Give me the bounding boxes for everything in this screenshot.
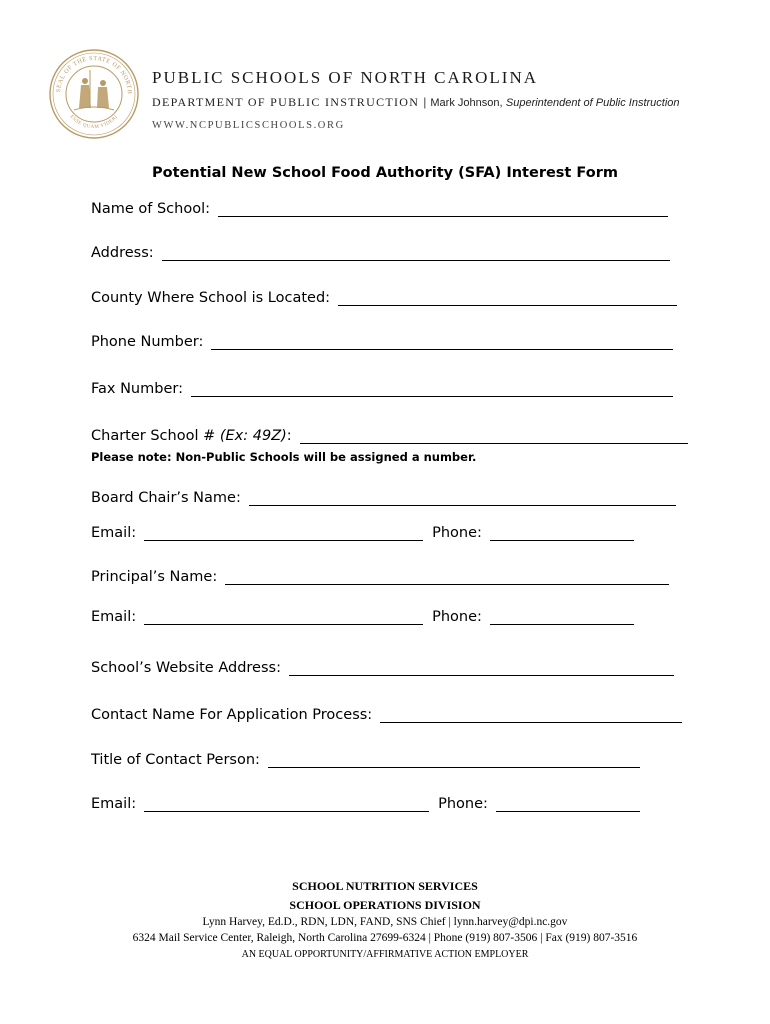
board-chair-row	[91, 489, 676, 506]
superintendent-name: Mark Johnson,	[430, 97, 503, 109]
principal-phone-label: Phone:	[432, 609, 482, 625]
principal-email-field[interactable]	[144, 608, 423, 625]
contact-phone-field[interactable]	[496, 795, 640, 812]
board-phone-label: Phone:	[432, 525, 482, 541]
principal-contact-row	[91, 608, 634, 625]
superintendent-title: Superintendent of Public Instruction	[505, 97, 680, 109]
principal-row	[91, 568, 669, 585]
seal-top-text: SEAL OF THE STATE OF NORTH	[55, 54, 134, 95]
school-website-row	[91, 659, 674, 676]
fax-number-row	[91, 380, 673, 397]
form-title: Potential New School Food Authority (SFA) Interest Form	[152, 165, 618, 181]
seal-motto: ESSE QUAM VIDERI	[68, 114, 120, 131]
contact-name-row	[91, 706, 682, 723]
svg-text:THE GREAT SEAL OF THE STATE OF	[48, 48, 133, 95]
board-chair-field[interactable]	[249, 489, 676, 506]
address-label: Address:	[91, 245, 154, 261]
phone-number-field[interactable]	[211, 333, 673, 350]
footer-chief-contact: Lynn Harvey, Ed.D., RDN, LDN, FAND, SNS Chief | lynn.harvey@dpi.nc.gov	[202, 916, 568, 928]
department-line	[152, 95, 680, 110]
board-phone-field[interactable]	[490, 524, 634, 541]
principal-field[interactable]	[225, 568, 669, 585]
charter-note: Please note: Non-Public Schools will be assigned a number.	[91, 450, 477, 464]
address-field[interactable]	[162, 244, 670, 261]
school-website-label: School’s Website Address:	[91, 660, 281, 676]
contact-phone-label: Phone:	[438, 796, 488, 812]
principal-phone-field[interactable]	[490, 608, 634, 625]
school-name-field[interactable]	[218, 200, 668, 217]
school-website-field[interactable]	[289, 659, 674, 676]
department-name: DEPARTMENT OF PUBLIC INSTRUCTION	[152, 95, 420, 109]
contact-title-label: Title of Contact Person:	[91, 752, 260, 768]
principal-email-label: Email:	[91, 609, 137, 625]
state-seal-logo	[48, 48, 140, 140]
phone-number-row	[91, 333, 673, 350]
footer-division-name: SCHOOL OPERATIONS DIVISION	[289, 898, 481, 912]
contact-email-label: Email:	[91, 796, 137, 812]
charter-school-field[interactable]	[300, 427, 688, 444]
footer-eeo-statement: AN EQUAL OPPORTUNITY/AFFIRMATIVE ACTION EMPLOYER	[241, 949, 529, 960]
header-separator: |	[423, 95, 427, 109]
principal-label: Principal’s Name:	[91, 569, 218, 585]
charter-colon: :	[286, 428, 292, 444]
website-url: WWW.NCPUBLICSCHOOLS.ORG	[152, 120, 345, 131]
footer-address: 6324 Mail Service Center, Raleigh, North Carolina 27699-6324 | Phone (919) 807-3506 | Fax (919) 807-3516	[132, 932, 638, 944]
organization-title: PUBLIC SCHOOLS OF NORTH CAROLINA	[152, 68, 539, 87]
board-chair-label: Board Chair’s Name:	[91, 490, 241, 506]
board-email-label: Email:	[91, 525, 137, 541]
footer-section-name: SCHOOL NUTRITION SERVICES	[292, 879, 478, 893]
contact-info-row	[91, 795, 640, 812]
address-row	[91, 244, 670, 261]
school-name-row	[91, 200, 668, 217]
charter-school-row	[91, 427, 688, 444]
fax-number-label: Fax Number:	[91, 381, 183, 397]
contact-title-row	[91, 751, 640, 768]
board-email-field[interactable]	[144, 524, 423, 541]
school-name-label: Name of School:	[91, 201, 210, 217]
contact-title-field[interactable]	[268, 751, 640, 768]
board-contact-row	[91, 524, 634, 541]
contact-email-field[interactable]	[144, 795, 429, 812]
county-label: County Where School is Located:	[91, 290, 331, 306]
county-row	[91, 289, 677, 306]
county-field[interactable]	[338, 289, 677, 306]
charter-school-label: Charter School #	[91, 428, 216, 444]
charter-example: (Ex: 49Z)	[219, 428, 287, 444]
fax-number-field[interactable]	[191, 380, 673, 397]
contact-name-label: Contact Name For Application Process:	[91, 707, 373, 723]
phone-number-label: Phone Number:	[91, 334, 204, 350]
contact-name-field[interactable]	[380, 706, 682, 723]
